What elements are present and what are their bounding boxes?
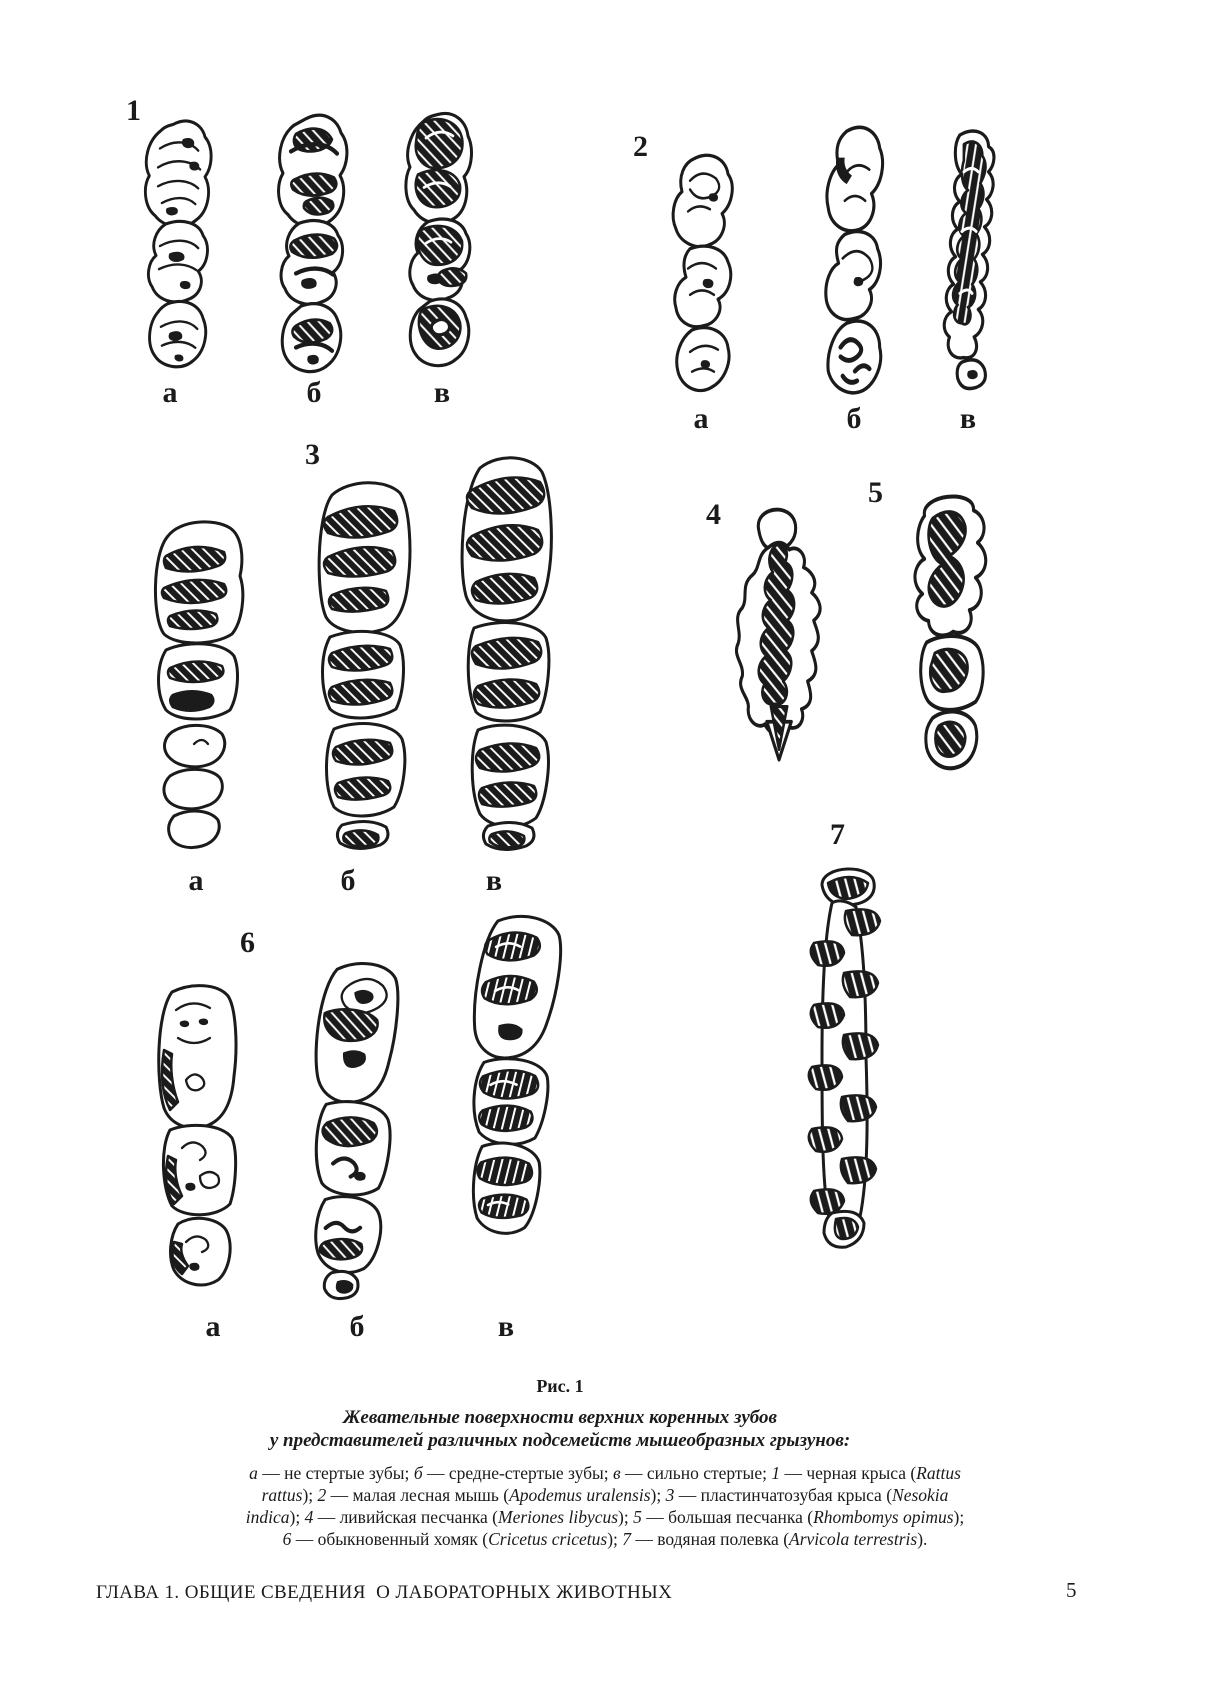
wear-label-3a: а <box>188 864 204 897</box>
tooth-row-5 <box>896 486 1002 776</box>
legend-line-4: 6 — обыкновенный хомяк (Cricetus cricetus); 7 — водяная полевка (Arvicola terrestris). <box>282 1529 928 1549</box>
tooth-row-4 <box>728 494 826 766</box>
legend-line-2: rattus); 2 — малая лесная мышь (Apodemus uralensis); 3 — пластинчатозубая крыса (Nesokia <box>261 1485 949 1505</box>
wear-label-6a: а <box>205 1310 221 1343</box>
group-number-4: 4 <box>706 498 721 531</box>
caption-line-2: у представителей различных подсемейств мышеобразных грызунов: <box>269 1430 851 1451</box>
tooth-row-2a-unworn <box>660 150 746 398</box>
group-number-5: 5 <box>868 476 883 509</box>
figure-caption <box>60 1406 1060 1452</box>
figure-legend <box>124 1462 1086 1550</box>
tooth-row-7 <box>788 856 890 1256</box>
caption-line-1: Жевательные поверхности верхних коренных зубов <box>342 1407 777 1428</box>
wear-label-6b: б <box>349 1310 365 1343</box>
legend-line-1: а — не стертые зубы; б — средне-стертые зубы; в — сильно стертые; 1 — черная крыса (Rattus <box>249 1463 961 1483</box>
tooth-row-6c-heavily-worn <box>450 908 564 1248</box>
group-number-1: 1 <box>126 94 141 127</box>
group-number-2: 2 <box>633 130 648 163</box>
group-number-3: 3 <box>305 438 320 471</box>
tooth-row-6b-medium-worn <box>294 954 406 1308</box>
group-number-7: 7 <box>830 818 845 851</box>
wear-label-3b: б <box>340 864 356 897</box>
wear-label-1b: б <box>306 376 322 409</box>
wear-label-3c: в <box>485 864 503 897</box>
tooth-row-2c-heavily-worn <box>933 126 1005 392</box>
figure-label: Рис. 1 <box>536 1376 584 1396</box>
wear-label-2c: в <box>959 402 977 435</box>
wear-label-2a: а <box>693 402 709 435</box>
wear-label-1c: в <box>433 376 451 409</box>
tooth-row-1a-unworn <box>133 116 229 374</box>
tooth-row-3a-unworn <box>136 510 252 862</box>
tooth-row-2b-medium-worn <box>818 124 892 400</box>
tooth-row-6a-unworn <box>142 980 250 1302</box>
legend-line-3: indica); 4 — ливийская песчанка (Meriones libycus); 5 — большая песчанка (Rhombomys opimus); <box>245 1507 965 1527</box>
wear-label-6c: в <box>497 1310 515 1343</box>
chapter-heading: ГЛАВА 1. ОБЩИЕ СВЕДЕНИЯ О ЛАБОРАТОРНЫХ ЖИВОТНЫХ <box>96 1582 673 1603</box>
wear-label-2b: б <box>846 402 862 435</box>
tooth-row-1b-medium-worn <box>266 110 366 378</box>
tooth-row-3b-medium-worn <box>298 476 416 864</box>
wear-label-1a: а <box>162 376 178 409</box>
tooth-row-3c-heavily-worn <box>440 453 562 863</box>
group-number-6: 6 <box>240 926 255 959</box>
tooth-row-1c-heavily-worn <box>394 108 490 372</box>
page-number: 5 <box>1066 1578 1077 1602</box>
